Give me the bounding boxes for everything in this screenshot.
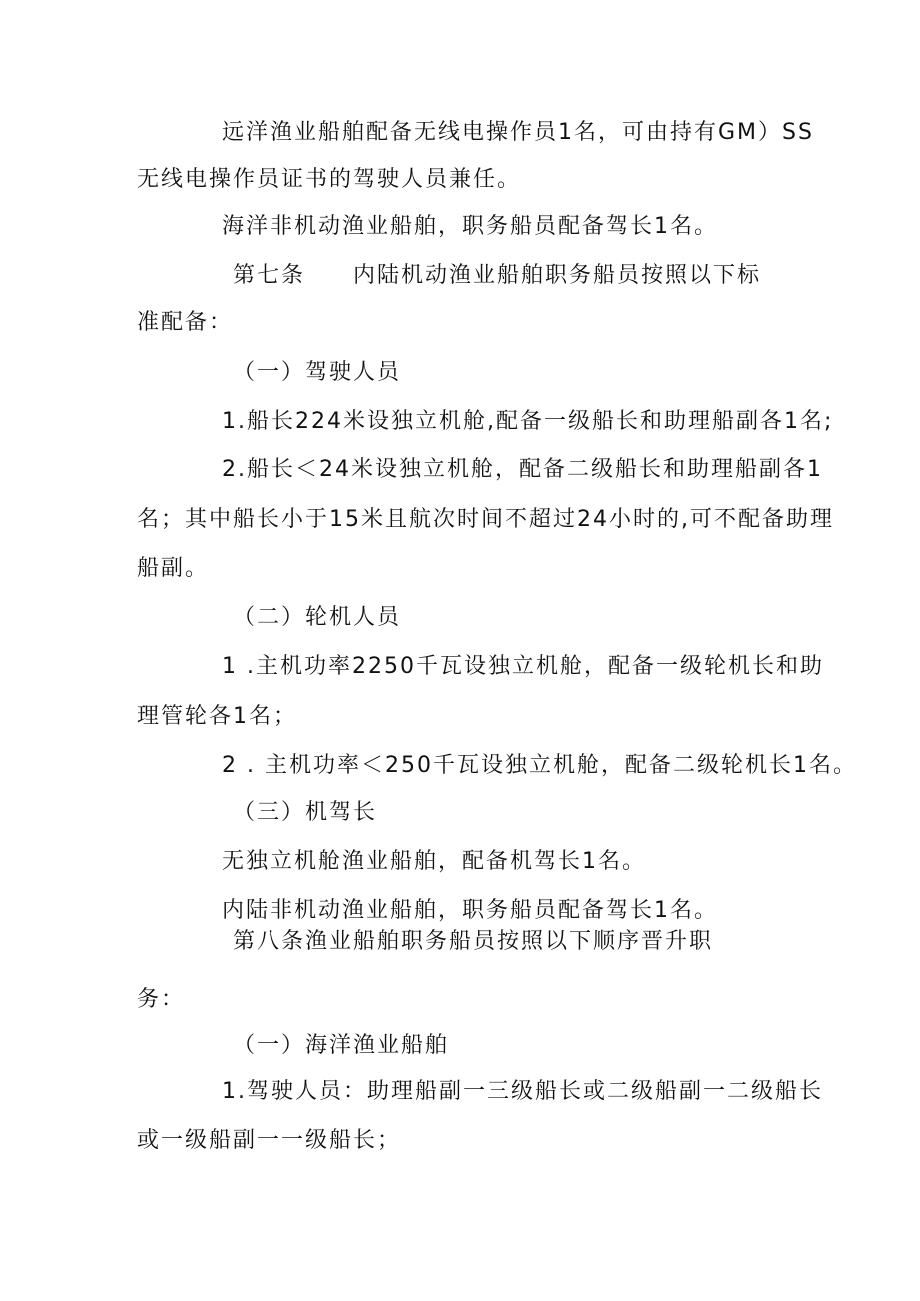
section-heading: （一）海洋渔业船舶 xyxy=(233,1033,450,1058)
paragraph-line: 准配备： xyxy=(137,310,234,335)
paragraph-line: 海洋非机动渔业船舶，职务船员配备驾长1名。 xyxy=(222,214,718,239)
paragraph-line: 名；其中船长小于15米且航次时间不超过24小时的,可不配备助理 xyxy=(137,507,834,532)
paragraph-line: 船副。 xyxy=(137,556,210,581)
article-heading: 第八条渔业船舶职务船员按照以下顺序晋升职 xyxy=(233,929,714,954)
paragraph-line: 1.驾驶人员：助理船副一三级船长或二级船副一二级船长 xyxy=(222,1079,823,1104)
paragraph-line: 内陆非机动渔业船舶，职务船员配备驾长1名。 xyxy=(222,898,718,923)
paragraph-line: 2.船长＜24米设独立机舱，配备二级船长和助理船副各1 xyxy=(222,457,823,482)
section-heading: （一）驾驶人员 xyxy=(233,360,402,385)
paragraph-line: 无线电操作员证书的驾驶人员兼任。 xyxy=(137,167,522,192)
paragraph-line: 远洋渔业船舶配备无线电操作员1名，可由持有GM）SS xyxy=(222,120,814,145)
section-heading: （三）机驾长 xyxy=(233,800,378,825)
paragraph-line: 1 .主机功率2250千瓦设独立机舱，配备一级轮机长和助 xyxy=(222,654,824,679)
paragraph-line: 务： xyxy=(137,987,186,1012)
paragraph-line: 1.船长224米设独立机舱,配备一级船长和助理船副各1名; xyxy=(222,409,834,434)
paragraph-line: 无独立机舱渔业船舶，配备机驾长1名。 xyxy=(222,849,646,874)
section-heading: （二）轮机人员 xyxy=(233,605,402,630)
article-heading: 第七条 内陆机动渔业船舶职务船员按照以下标 xyxy=(233,263,762,288)
paragraph-line: 理管轮各1名； xyxy=(137,704,297,729)
paragraph-line: 或一级船副一一级船长； xyxy=(137,1128,402,1153)
paragraph-line: 2 . 主机功率＜250千瓦设独立机舱，配备二级轮机长1名。 xyxy=(222,753,857,778)
